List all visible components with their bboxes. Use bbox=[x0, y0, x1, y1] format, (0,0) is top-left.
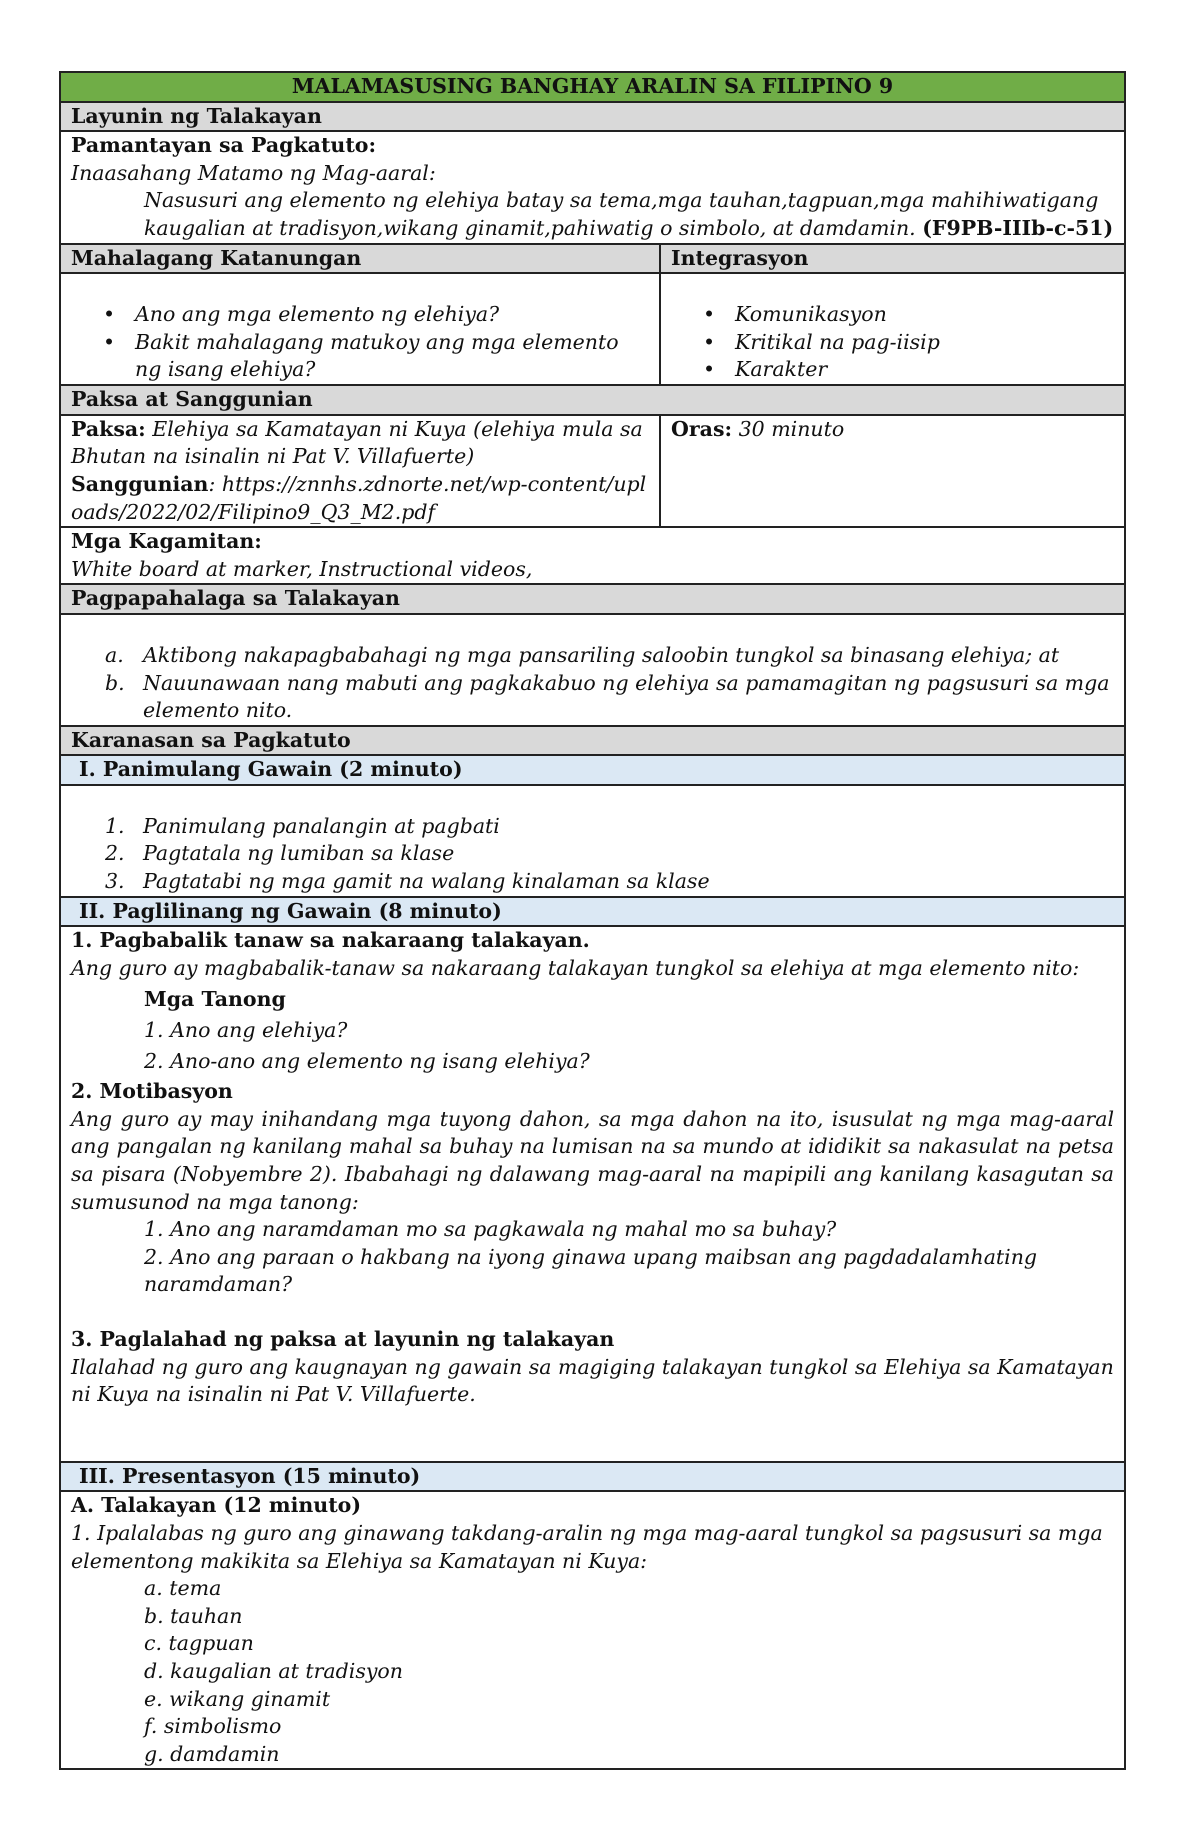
sanggunian-line bbox=[71, 471, 649, 526]
list-item: • Komunikasyon bbox=[671, 301, 1114, 329]
objective-code: (F9PB-IIIb-c-51) bbox=[922, 215, 1114, 240]
motibasyon-title: 2. Motibasyon bbox=[71, 1079, 233, 1104]
katanungan-cell bbox=[60, 273, 660, 385]
kagamitan-value: White board at marker, Instructional videos, bbox=[71, 556, 533, 581]
paglilinang-header: II. Paglilinang ng Gawain (8 minuto) bbox=[60, 897, 1125, 927]
balik-tanaw-title: 1. Pagbabalik tanaw sa nakaraang talakayan. bbox=[71, 928, 590, 953]
objective-text bbox=[71, 187, 1114, 242]
paglalahad-text: Ilalahad ng guro ang kaugnayan ng gawain sa magiging talakayan tungkol sa Elehiya sa Kamatayan ni Kuya na isinalin ni Pat V. Villafuerte. bbox=[71, 1354, 1114, 1407]
element-item: b. tauhan bbox=[144, 1603, 243, 1628]
list-item bbox=[71, 642, 1114, 670]
sanggunian-value: : https://znnhs.zdnorte.net/wp-content/uploads/2022/02/Filipino9_Q3_M2.pdf bbox=[71, 471, 647, 524]
list-item bbox=[71, 813, 1114, 841]
paglalahad-title: 3. Paglalahad ng paksa at layunin ng talakayan bbox=[71, 1326, 615, 1351]
oras-label: Oras: bbox=[671, 416, 733, 441]
paksa-cell bbox=[60, 415, 660, 527]
lesson-plan-document bbox=[59, 71, 1124, 1770]
sanggunian-label: Sanggunian bbox=[71, 471, 209, 496]
list-marker: a. bbox=[105, 642, 124, 667]
element-item: a. tema bbox=[144, 1576, 222, 1601]
list-marker: 3. bbox=[105, 869, 125, 894]
mga-tanong-label: Mga Tanong bbox=[144, 987, 286, 1012]
motibasyon-question: 2. Ano ang paraan o hakbang na iyong ginawa upang maibsan ang pagdadalamhating naramdaman? bbox=[144, 1244, 1038, 1297]
pamantayan-label: Pamantayan sa Pagkatuto: bbox=[71, 133, 377, 158]
paksa-header: Paksa at Sanggunian bbox=[60, 385, 1125, 415]
paksa-value: Elehiya sa Kamatayan ni Kuya (elehiya mula sa Bhutan na isinalin ni Pat V. Villafuerte) bbox=[71, 416, 643, 469]
pagpapahalaga-header: Pagpapahalaga sa Talakayan bbox=[60, 584, 1125, 614]
panimula-cell bbox=[60, 785, 1125, 897]
integrasyon-cell bbox=[660, 273, 1125, 385]
list-text: Aktibong nakapagbabahagi ng mga pansariling saloobin tungkol sa binasang elehiya; at bbox=[143, 642, 1060, 667]
list-item bbox=[71, 840, 1114, 868]
list-marker: 2. bbox=[105, 841, 125, 866]
element-item: c. tagpuan bbox=[144, 1631, 254, 1656]
karanasan-header: Karanasan sa Pagkatuto bbox=[60, 726, 1125, 756]
element-item: g. damdamin bbox=[144, 1741, 280, 1766]
katanungan-header: Mahalagang Katanungan bbox=[60, 244, 660, 274]
objective-statement: Nasusuri ang elemento ng elehiya batay sa tema,mga tauhan,tagpuan,mga mahihiwatigang kaugalian at tradisyon,wikang ginamit,pahiwatig o simbolo, at damdamin. bbox=[144, 188, 1099, 240]
katanungan-list bbox=[71, 301, 649, 384]
tanong-item: 1. Ano ang elehiya? bbox=[144, 1018, 348, 1043]
list-text: Pagtatala ng lumiban sa klase bbox=[143, 841, 455, 866]
list-item: • Bakit mahalagang matukoy ang mga elemento ng isang elehiya? bbox=[71, 329, 649, 384]
element-item: f. simbolismo bbox=[144, 1714, 282, 1739]
list-text: Pagtatabi ng mga gamit na walang kinalaman sa klase bbox=[143, 869, 710, 894]
presentasyon-cell bbox=[60, 1491, 1125, 1769]
list-item: • Karakter bbox=[671, 356, 1114, 384]
lesson-plan-table bbox=[59, 71, 1126, 1770]
talakayan-title: A. Talakayan (12 minuto) bbox=[71, 1493, 362, 1518]
balik-tanaw-text: Ang guro ay magbabalik-tanaw sa nakaraang talakayan tungkol sa elehiya at mga elemento nito: bbox=[71, 955, 1080, 980]
kagamitan-label: Mga Kagamitan: bbox=[71, 529, 262, 554]
motibasyon-question: 1. Ano ang naramdaman mo sa pagkawala ng mahal mo sa buhay? bbox=[144, 1217, 837, 1242]
list-item: • Ano ang mga elemento ng elehiya? bbox=[71, 301, 649, 329]
list-text: Panimulang panalangin at pagbati bbox=[143, 813, 500, 838]
layunin-header: Layunin ng Talakayan bbox=[60, 102, 1125, 132]
layunin-section bbox=[60, 131, 1125, 243]
paksa-label: Paksa: bbox=[71, 416, 146, 441]
integrasyon-header: Integrasyon bbox=[660, 244, 1125, 274]
kagamitan-cell bbox=[60, 527, 1125, 584]
presentasyon-header: III. Presentasyon (15 minuto) bbox=[60, 1462, 1125, 1492]
element-item: e. wikang ginamit bbox=[144, 1686, 331, 1711]
paglilinang-cell bbox=[60, 926, 1125, 1462]
pagpapahalaga-list bbox=[71, 642, 1114, 725]
integrasyon-list bbox=[671, 301, 1114, 384]
element-item: d. kaugalian at tradisyon bbox=[144, 1658, 403, 1683]
list-item: • Kritikal na pag-iisip bbox=[671, 329, 1114, 357]
inaasahang-label: Inaasahang Matamo ng Mag-aaral: bbox=[71, 160, 436, 185]
list-marker: b. bbox=[105, 670, 125, 695]
motibasyon-text: Ang guro ay may inihandang mga tuyong dahon, sa mga dahon na ito, isusulat ng mga mag-aaral ang pangalan ng kanilang mahal sa buhay na lumisan na sa mundo at ididikit sa nakasulat na petsa sa pisara (Nobyembre 2). Ibabahagi ng dalawang mag-aaral na mapipili ang kanilang kasagutan sa sumusunod na mga tanong: bbox=[71, 1106, 1115, 1214]
panimula-list bbox=[71, 813, 1114, 896]
pagpapahalaga-cell bbox=[60, 614, 1125, 726]
oras-cell bbox=[660, 415, 1125, 527]
list-text: Nauunawaan nang mabuti ang pagkakabuo ng elehiya sa pamamagitan ng pagsusuri sa mga elemento nito. bbox=[143, 670, 1110, 723]
oras-value: 30 minuto bbox=[738, 416, 845, 441]
list-item bbox=[71, 670, 1114, 725]
list-item bbox=[71, 868, 1114, 896]
panimula-header: I. Panimulang Gawain (2 minuto) bbox=[60, 755, 1125, 785]
talakayan-text: 1. Ipalalabas ng guro ang ginawang takdang-aralin ng mga mag-aaral tungkol sa pagsusuri sa mga elementong makikita sa Elehiya sa Kamatayan ni Kuya: bbox=[71, 1520, 1103, 1573]
tanong-item: 2. Ano-ano ang elemento ng isang elehiya? bbox=[144, 1048, 590, 1073]
paksa-line bbox=[71, 416, 649, 471]
list-marker: 1. bbox=[105, 813, 125, 838]
document-title: MALAMASUSING BANGHAY ARALIN SA FILIPINO 9 bbox=[60, 72, 1125, 102]
